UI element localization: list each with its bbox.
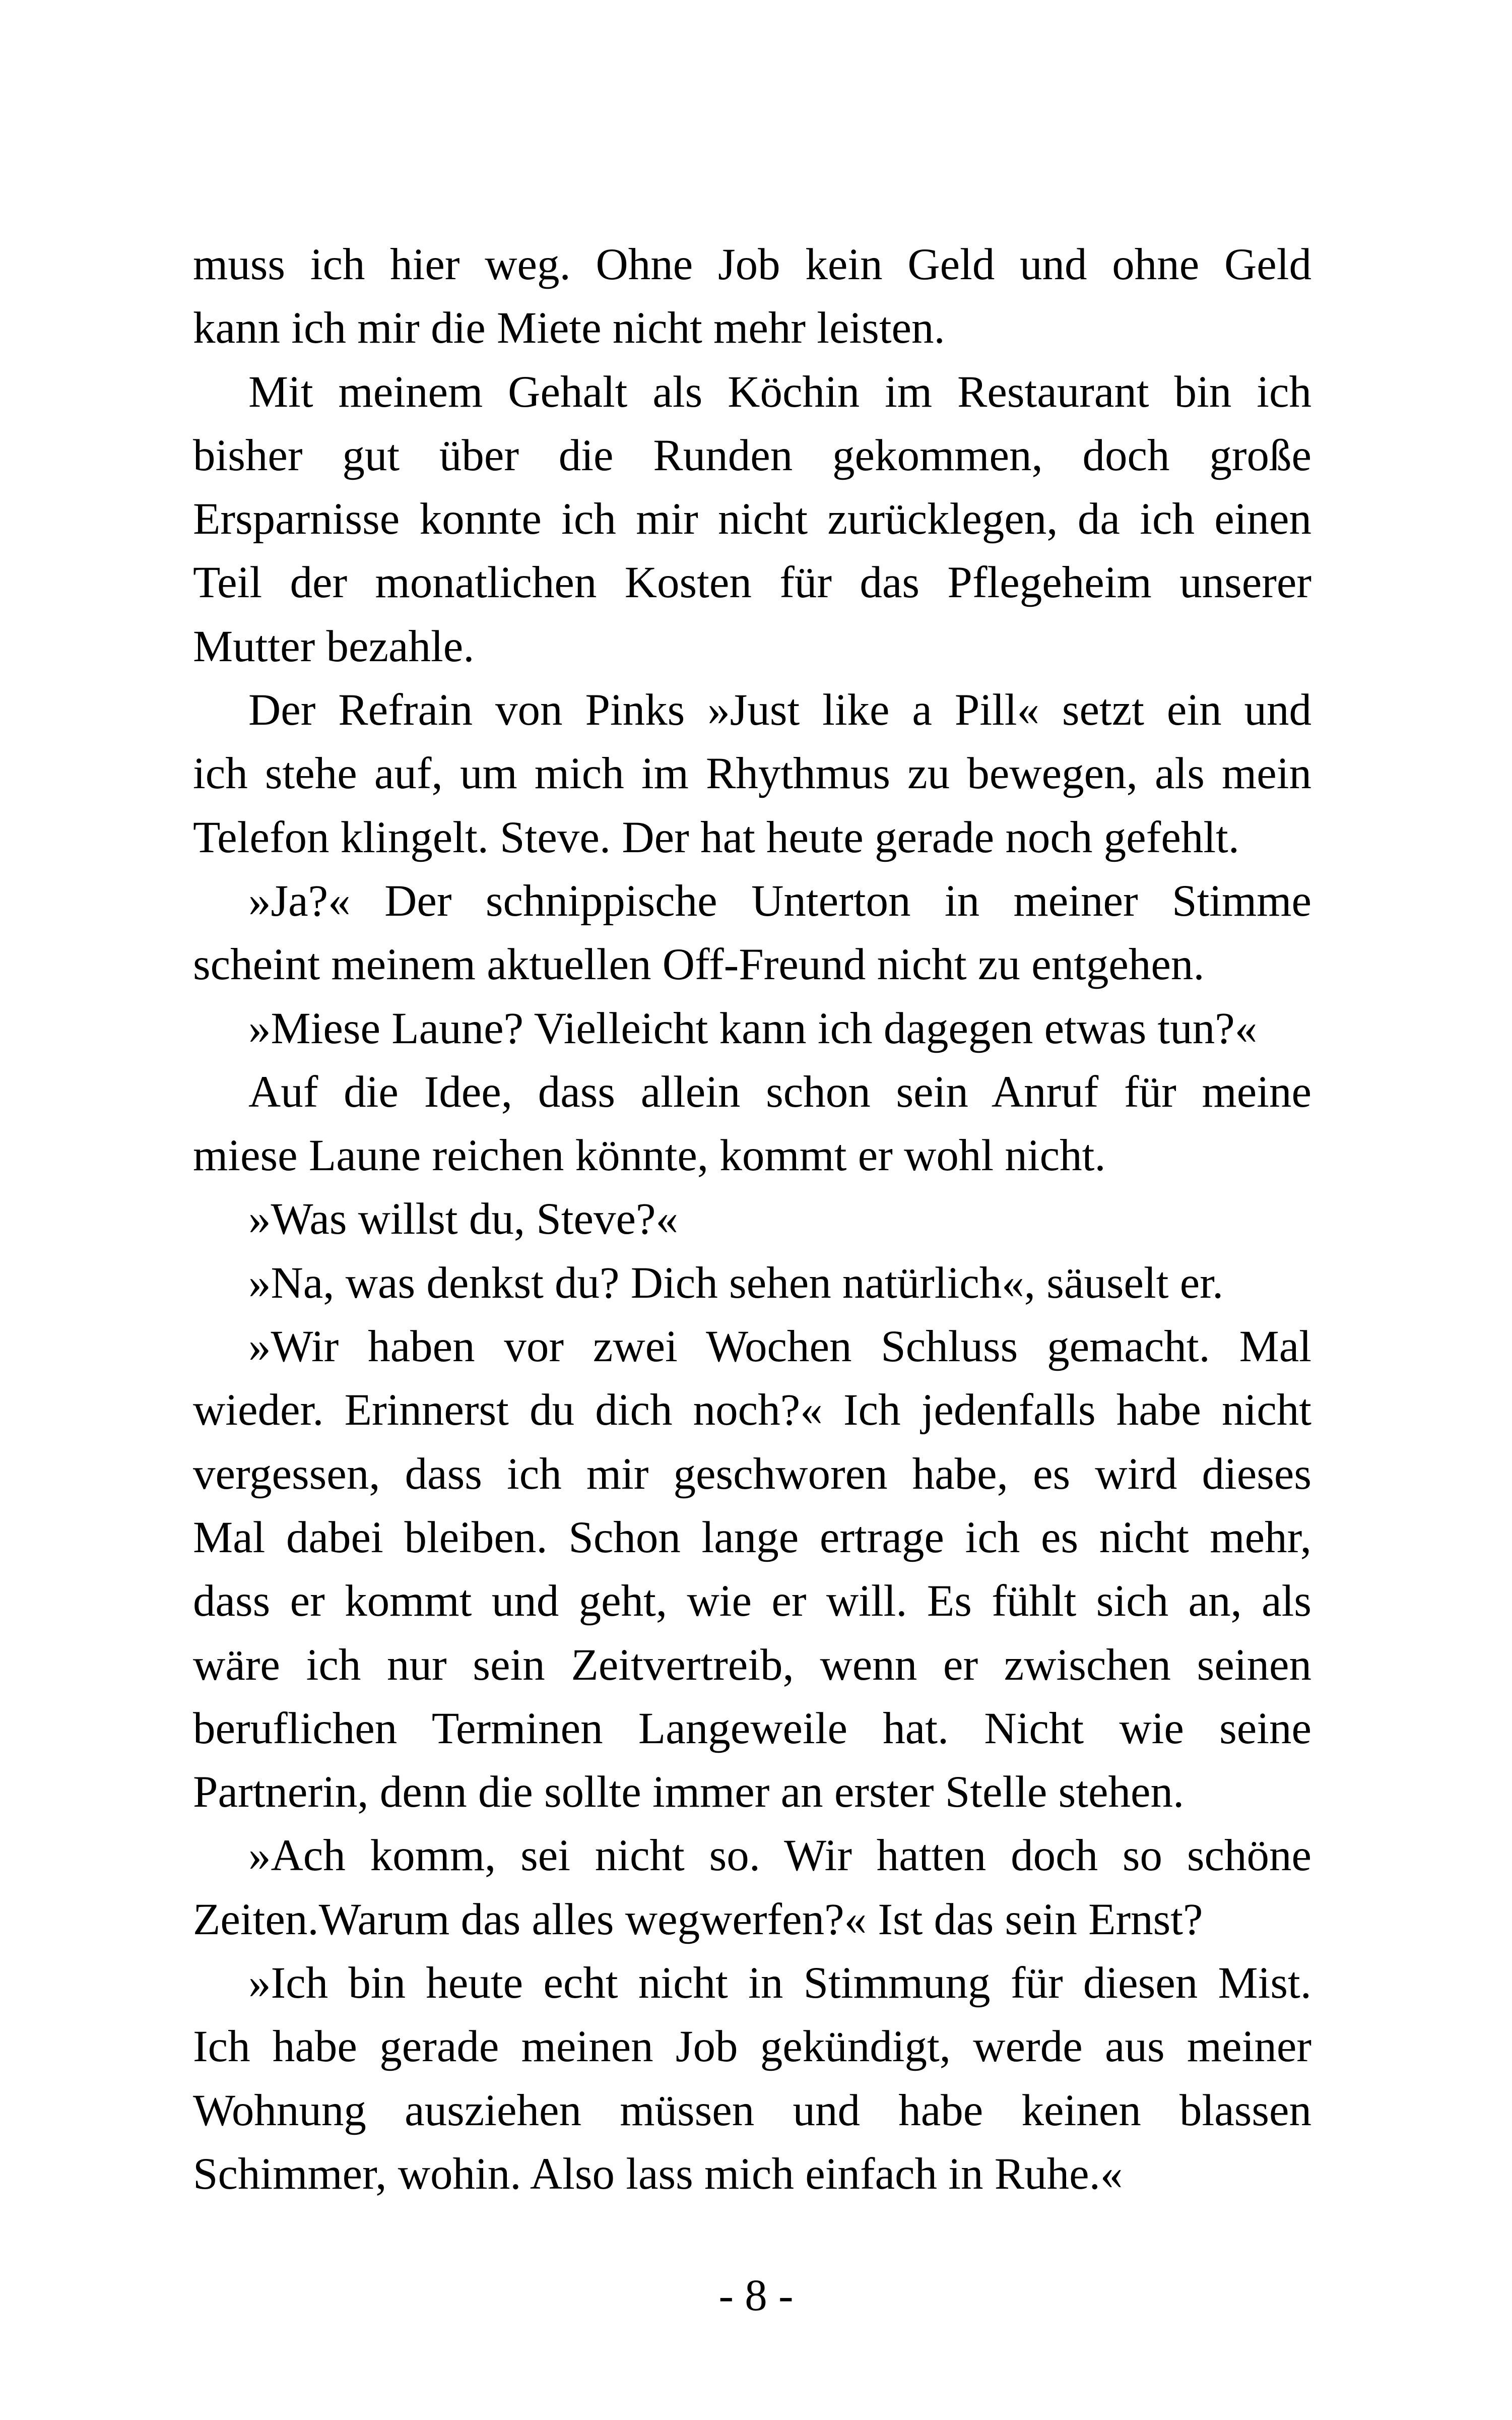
text-line: »Miese Laune? Vielleicht kann ich dagegen etwas tun?« bbox=[248, 1003, 1258, 1053]
text-line: Ich habe gerade meinen Job gekündigt, werde aus meiner bbox=[193, 2022, 1311, 2072]
text-line: Mit meinem Gehalt als Köchin im Restaurant bin ich bbox=[248, 367, 1311, 417]
text-line: Schimmer, wohin. Also lass mich einfach in Ruhe.« bbox=[193, 2149, 1123, 2199]
text-line: dass er kommt und geht, wie er will. Es fühlt sich an, als bbox=[193, 1576, 1311, 1626]
text-line: Auf die Idee, dass allein schon sein Anruf für meine bbox=[248, 1067, 1311, 1117]
paragraph bbox=[193, 1251, 1311, 1315]
text-line: muss ich hier weg. Ohne Job kein Geld und ohne Geld bbox=[193, 240, 1311, 289]
text-line: scheint meinem aktuellen Off-Freund nicht zu entgehen. bbox=[193, 940, 1205, 990]
text-line: »Ja?« Der schnippische Unterton in meiner Stimme bbox=[248, 876, 1311, 926]
text-line: wäre ich nur sein Zeitvertreib, wenn er zwischen seinen bbox=[193, 1640, 1311, 1690]
paragraph bbox=[193, 869, 1311, 997]
text-line: »Wir haben vor zwei Wochen Schluss gemacht. Mal bbox=[248, 1322, 1311, 1372]
paragraph bbox=[193, 678, 1311, 869]
text-line: kann ich mir die Miete nicht mehr leisten. bbox=[193, 303, 945, 353]
text-line: Der Refrain von Pinks »Just like a Pill« setzt ein und bbox=[248, 685, 1311, 735]
text-line: Mutter bezahle. bbox=[193, 621, 475, 671]
text-line: Mal dabei bleiben. Schon lange ertrage ich es nicht mehr, bbox=[193, 1512, 1311, 1562]
paragraph bbox=[193, 997, 1311, 1060]
text-line: ich stehe auf, um mich im Rhythmus zu bewegen, als mein bbox=[193, 749, 1311, 799]
paragraph bbox=[193, 1315, 1311, 1824]
text-line: Teil der monatlichen Kosten für das Pflegeheim unserer bbox=[193, 558, 1311, 608]
paragraph bbox=[193, 1951, 1311, 2206]
text-line: »Ach komm, sei nicht so. Wir hatten doch so schöne bbox=[248, 1831, 1311, 1881]
paragraph bbox=[193, 360, 1311, 678]
text-line: »Na, was denkst du? Dich sehen natürlich«, säuselt er. bbox=[248, 1258, 1224, 1308]
text-line: bisher gut über die Runden gekommen, doch große bbox=[193, 430, 1311, 480]
text-line: beruflichen Terminen Langeweile hat. Nicht wie seine bbox=[193, 1703, 1311, 1753]
text-line: miese Laune reichen könnte, kommt er wohl nicht. bbox=[193, 1131, 1106, 1181]
body-text bbox=[193, 233, 1311, 2206]
paragraph bbox=[193, 1187, 1311, 1251]
text-line: »Was willst du, Steve?« bbox=[248, 1194, 679, 1244]
text-line: wieder. Erinnerst du dich noch?« Ich jedenfalls habe nicht bbox=[193, 1385, 1311, 1435]
text-line: Zeiten.Warum das alles wegwerfen?« Ist das sein Ernst? bbox=[193, 1894, 1203, 1944]
text-line: »Ich bin heute echt nicht in Stimmung für diesen Mist. bbox=[248, 1958, 1311, 2008]
paragraph bbox=[193, 1824, 1311, 1951]
page-number: - 8 - bbox=[718, 2271, 794, 2320]
text-line: vergessen, dass ich mir geschworen habe, es wird dieses bbox=[193, 1449, 1311, 1499]
paragraph bbox=[193, 233, 1311, 360]
text-line: Ersparnisse konnte ich mir nicht zurücklegen, da ich einen bbox=[193, 494, 1311, 544]
text-line: Telefon klingelt. Steve. Der hat heute gerade noch gefehlt. bbox=[193, 812, 1240, 862]
text-line: Wohnung ausziehen müssen und habe keinen blassen bbox=[193, 2085, 1311, 2135]
paragraph bbox=[193, 1060, 1311, 1188]
text-line: Partnerin, denn die sollte immer an erster Stelle stehen. bbox=[193, 1767, 1185, 1817]
